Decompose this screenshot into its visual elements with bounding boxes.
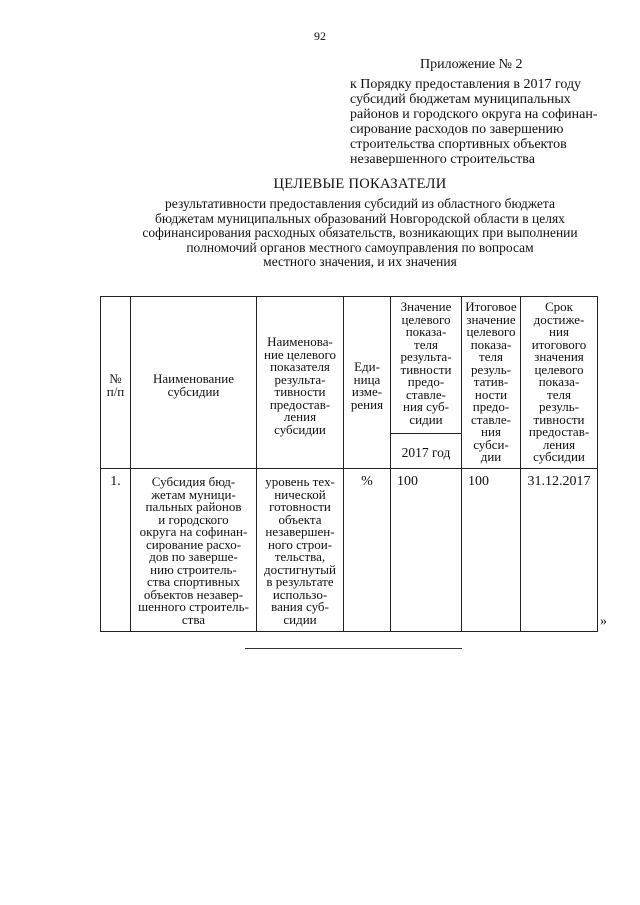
appendix-line: незавершенного строительства <box>350 152 535 167</box>
subtitle-line: результативности предоставления субсидий из областного бюджета <box>165 196 555 211</box>
row-value: 100 <box>397 474 418 489</box>
indicators-table <box>100 296 598 632</box>
row-final: 100 <box>468 474 489 489</box>
header-value: Значение целевого показа- теля результа- тивности предо- ставле- ния суб- сидии <box>400 299 452 427</box>
subtitle-line: местного значения, и их значения <box>263 254 457 269</box>
appendix-line: строительства спортивных объектов <box>350 137 567 152</box>
subtitle-line: софинансирования расходных обязательств, возникающих при выполнении <box>142 225 578 240</box>
table-header-divider <box>100 468 598 469</box>
row-indicator: уровень тех- нической готовности объекта незавершен- ного строи- тельства, достигнутый в результате использо- вания суб- сидии <box>263 474 336 627</box>
appendix-line: субсидий бюджетам муниципальных <box>350 92 571 107</box>
table-divider-year <box>390 433 461 434</box>
header-deadline: Срок достиже- ния итогового значения целевого показа- теля резуль- тивности предостав- ления субсидии <box>528 299 590 464</box>
appendix-line: сирование расходов по завершению <box>350 122 564 137</box>
table-border-right <box>597 296 598 632</box>
header-indicator: Наименова- ние целевого показателя результа- тивности предостав- ления субсидии <box>264 334 336 437</box>
appendix-line: к Порядку предоставления в 2017 году <box>350 77 582 92</box>
row-num: 1. <box>110 474 121 489</box>
page-number: 92 <box>314 29 326 43</box>
row-unit: % <box>361 474 373 489</box>
table-border-left <box>100 296 101 632</box>
bottom-rule <box>245 648 462 649</box>
header-final: Итоговое значение целевого показа- теля резуль- татив- ности предо- ставле- ния субси- дии <box>465 299 517 464</box>
header-name: Наименование субсидии <box>153 371 234 399</box>
subtitle-line: полномочий органов местного самоуправления по вопросам <box>186 239 534 255</box>
header-num: № п/п <box>106 371 125 399</box>
row-name: Субсидия бюд- жетам муници- пальных районов и городского округа на софинан- сирование расхо- дов по заверше- нию строитель- ства спортивных объектов незавер- шенного строитель- ства <box>138 474 249 627</box>
table-border-top <box>100 296 598 297</box>
appendix-text <box>350 77 620 167</box>
table-col-divider <box>343 296 344 632</box>
subtitle-line: бюджетам муниципальных образований Новгородской области в целях <box>155 210 565 226</box>
row-deadline: 31.12.2017 <box>527 474 591 489</box>
appendix-title: Приложение № 2 <box>420 57 523 72</box>
header-unit: Еди- ница изме- рения <box>350 359 384 412</box>
document-subtitle <box>110 197 610 270</box>
document-title: ЦЕЛЕВЫЕ ПОКАЗАТЕЛИ <box>273 176 447 192</box>
table-border-bottom <box>100 631 598 632</box>
appendix-line: районов и городского округа на софинан- <box>350 107 598 122</box>
header-value-year: 2017 год <box>401 445 451 460</box>
closing-quote: » <box>600 614 607 629</box>
